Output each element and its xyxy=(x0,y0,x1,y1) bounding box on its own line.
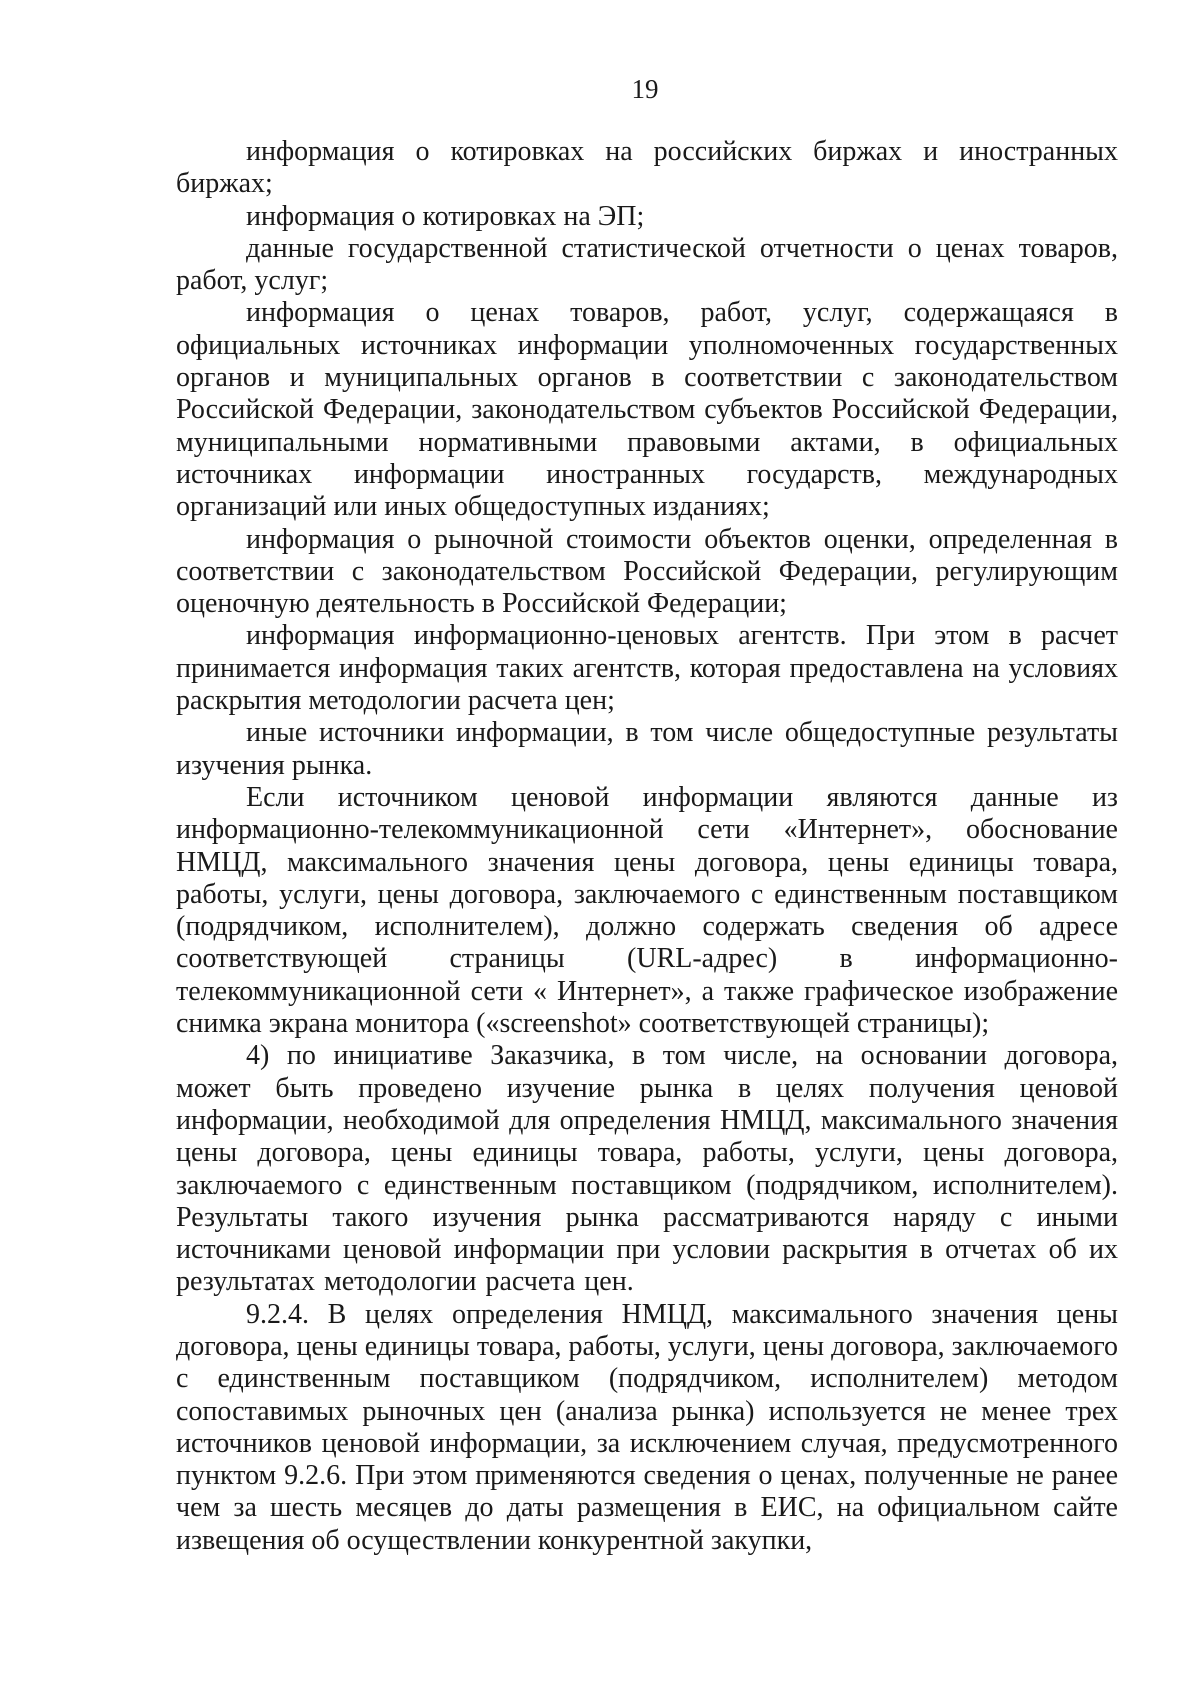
paragraph-market-value: информация о рыночной стоимости объектов оценки, определенная в соответствии с законодательством Российской Федерации, регулирующим оценочную деятельность в Российской Федерации; xyxy=(176,523,1118,620)
paragraph-section-9-2-4: 9.2.4. В целях определения НМЦД, максимального значения цены договора, цены единицы товара, работы, услуги, цены договора, заключаемого с единственным поставщиком (подрядчиком, исполнителем) методом сопоставимых рыночных цен (анализа рынка) используется не менее трех источников ценовой информации, за исключением случая, предусмотренного пунктом 9.2.6. При этом применяются сведения о ценах, полученные не ранее чем за шесть месяцев до даты размещения в ЕИС, на официальном сайте извещения об осуществлении конкурентной закупки, xyxy=(176,1298,1118,1556)
paragraph-price-agencies: информация информационно-ценовых агентств. При этом в расчет принимается информация таких агентств, которая предоставлена на условиях раскрытия методологии расчета цен; xyxy=(176,620,1118,717)
paragraph-internet-source: Если источником ценовой информации являются данные из информационно-телекоммуникационной сети «Интернет», обоснование НМЦД, максимального значения цены договора, цены единицы товара, работы, услуги, цены договора, заключаемого с единственным поставщиком (подрядчиком, исполнителем), должно содержать сведения об адресе соответствующей страницы (URL-адрес) в информационно-телекоммуникационной сети « Интернет», а также графическое изображение снимка экрана монитора («screenshot» соответствующей страницы); xyxy=(176,781,1118,1040)
document-body xyxy=(176,136,1118,1557)
paragraph-exchange-quotes: информация о котировках на российских биржах и иностранных биржах; xyxy=(176,136,1118,200)
paragraph-other-sources: иные источники информации, в том числе общедоступные результаты изучения рынка. xyxy=(176,717,1118,781)
page-number: 19 xyxy=(631,74,659,104)
paragraph-official-sources: информация о ценах товаров, работ, услуг, содержащаяся в официальных источниках информации уполномоченных государственных органов и муниципальных органов в соответствии с законодательством Российской Федерации, законодательством субъектов Российской Федерации, муниципальными нормативными правовыми актами, в официальных источниках информации иностранных государств, международных организаций или иных общедоступных изданиях; xyxy=(176,297,1118,523)
paragraph-state-statistics: данные государственной статистической отчетности о ценах товаров, работ, услуг; xyxy=(176,232,1118,297)
paragraph-ep-quotes: информация о котировках на ЭП; xyxy=(246,200,645,232)
paragraph-item-4: 4) по инициативе Заказчика, в том числе, на основании договора, может быть проведено изучение рынка в целях получения ценовой информации, необходимой для определения НМЦД, максимального значения цены договора, цены единицы товара, работы, услуги, цены договора, заключаемого с единственным поставщиком (подрядчиком, исполнителем). Результаты такого изучения рынка рассматриваются наряду с иными источниками ценовой информации при условии раскрытия в отчетах об их результатах методологии расчета цен. xyxy=(176,1040,1118,1298)
